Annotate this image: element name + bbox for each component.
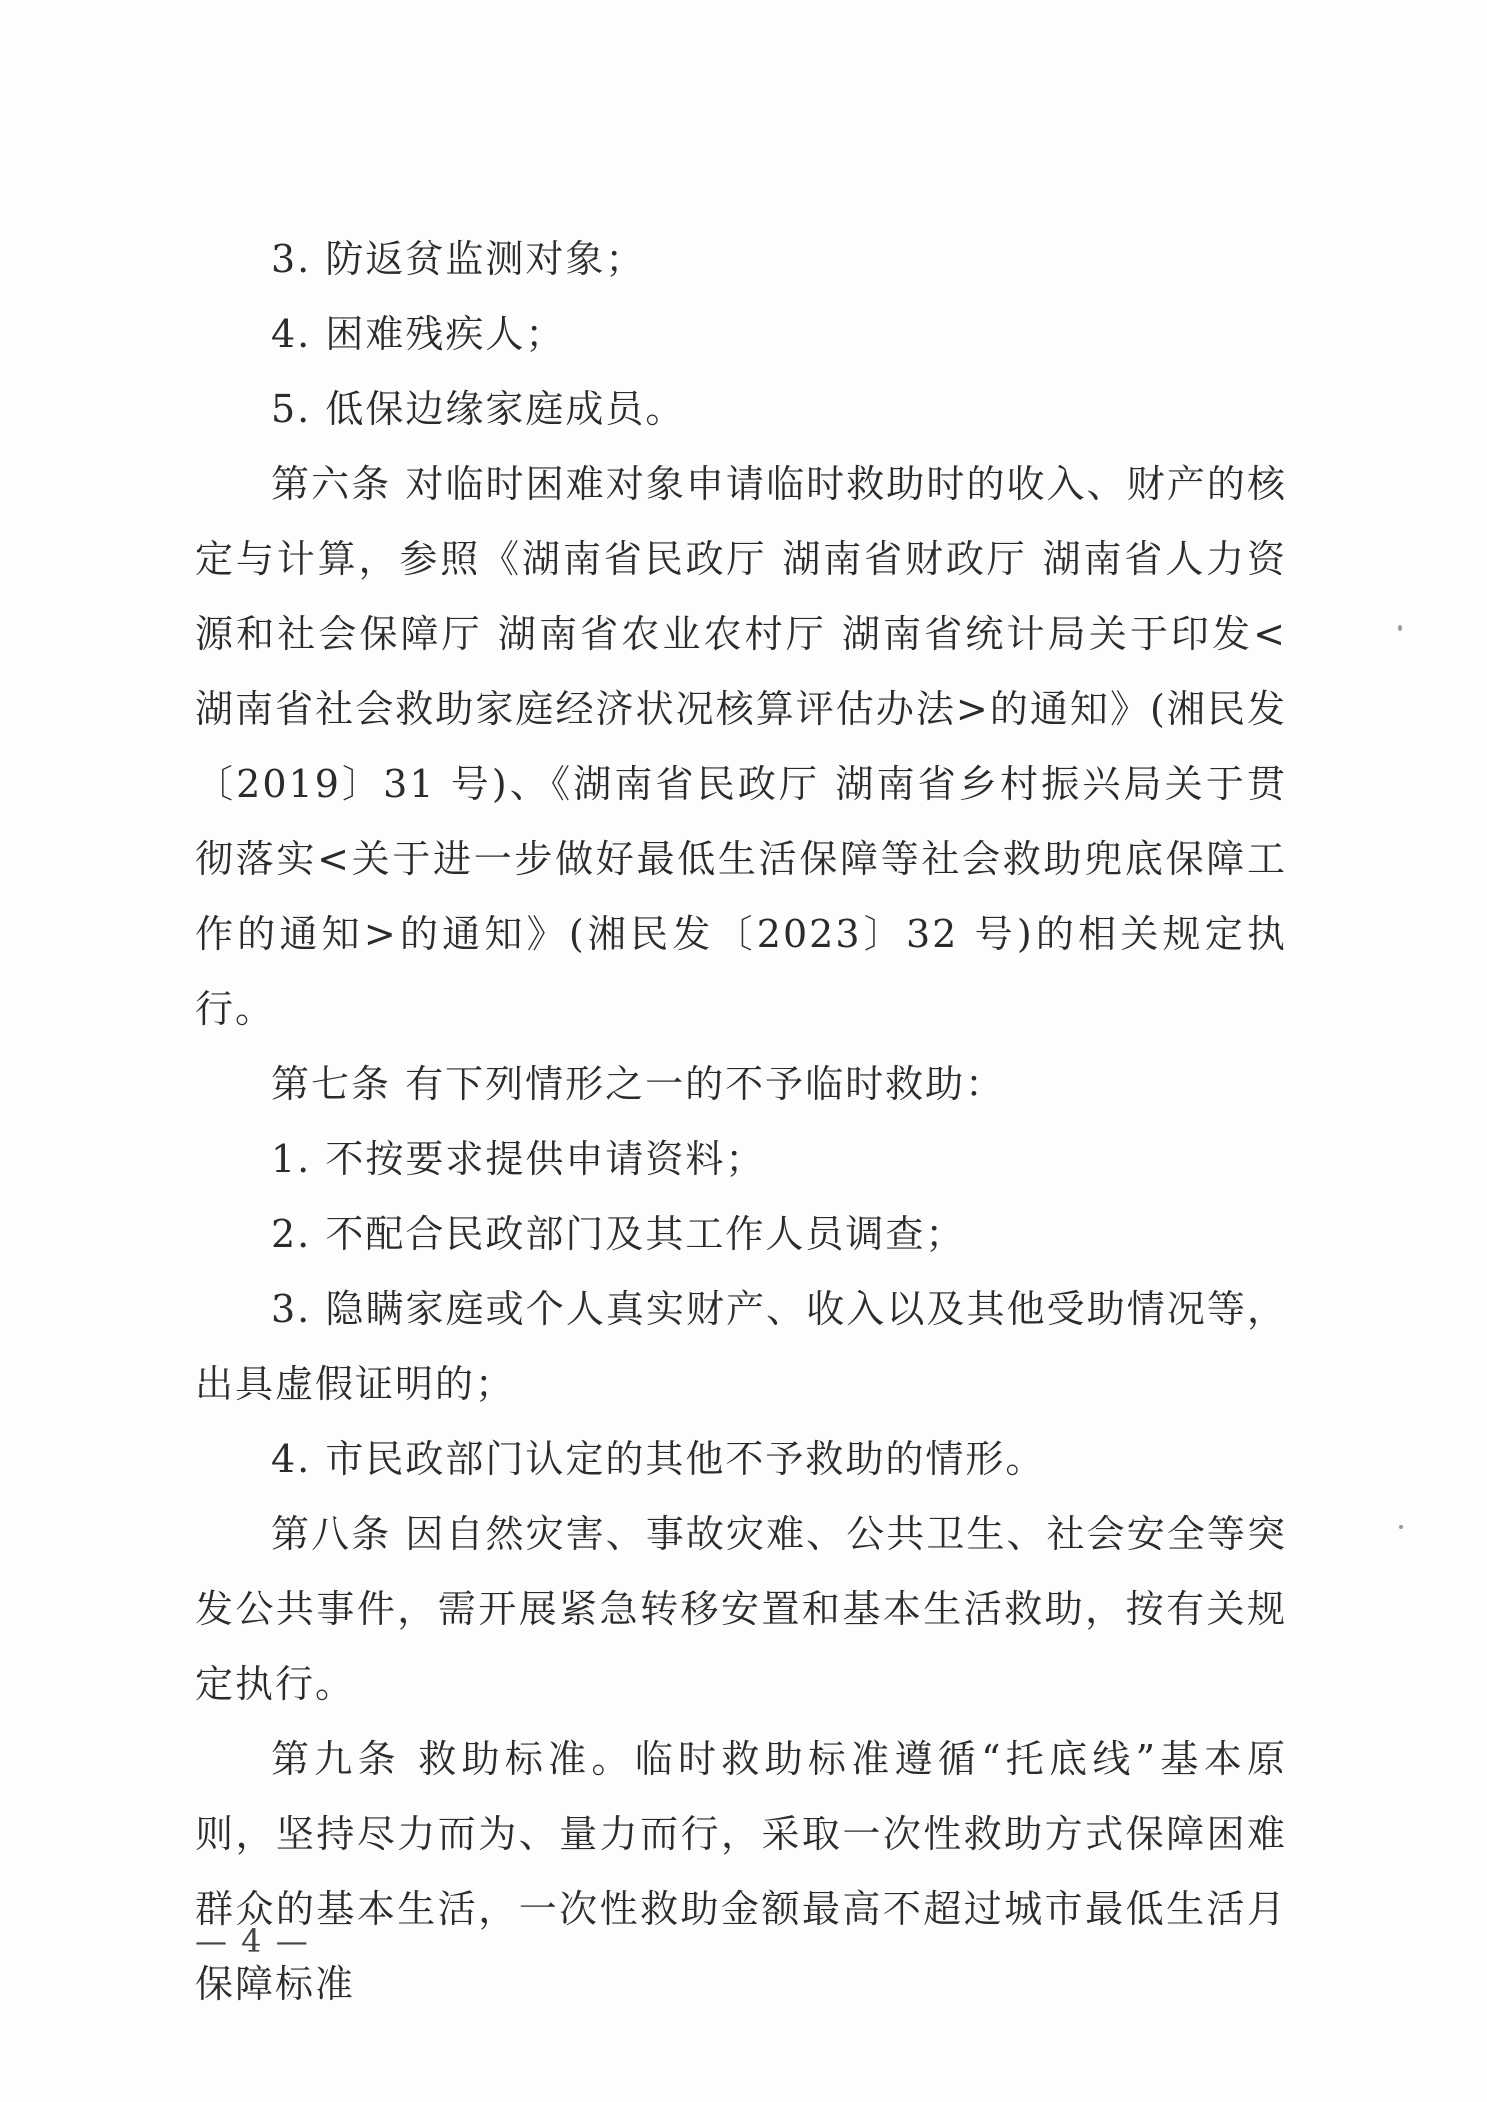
article-nine: 第九条 救助标准。临时救助标准遵循“托底线”基本原则，坚持尽力而为、量力而行，采取一次性救助方式保障困难群众的基本生活，一次性救助金额最高不超过城市最低生活月保障标准	[195, 1737, 1287, 2006]
page-number: — 4 —	[195, 1922, 310, 1960]
article-six: 第六条 对临时困难对象申请临时救助时的收入、财产的核定与计算，参照《湖南省民政厅 湖南省财政厅 湖南省人力资源和社会保障厅 湖南省农业农村厅 湖南省统计局关于印发<湖南省社会救助家庭经济状况核算评估办法>的通知》(湘民发〔2019〕31 号)、《湖南省民政厅 湖南省乡村振兴局关于贯彻落实<关于进一步做好最低生活保障等社会救助兜底保障工作的通知>的通知》(湘民发〔2023〕32 号)的相关规定执行。	[195, 462, 1287, 1031]
article-seven-item-3: 3. 隐瞒家庭或个人真实财产、收入以及其他受助情况等，出具虚假证明的；	[195, 1287, 1287, 1406]
article-seven: 第七条 有下列情形之一的不予临时救助：	[271, 1062, 1006, 1106]
paragraph-item-3: 3. 防返贫监测对象；	[271, 237, 646, 281]
paragraph-item-4: 4. 困难残疾人；	[271, 312, 566, 356]
paragraph-item-5: 5. 低保边缘家庭成员。	[271, 387, 686, 431]
article-seven-item-1: 1. 不按要求提供申请资料；	[271, 1137, 766, 1181]
article-seven-item-4: 4. 市民政部门认定的其他不予救助的情形。	[271, 1437, 1046, 1481]
scan-speck	[1398, 625, 1402, 631]
article-eight: 第八条 因自然灾害、事故灾难、公共卫生、社会安全等突发公共事件，需开展紧急转移安置和基本生活救助，按有关规定执行。	[195, 1512, 1287, 1706]
document-body	[195, 222, 1287, 2022]
scan-speck	[1399, 1525, 1403, 1529]
article-seven-item-2: 2. 不配合民政部门及其工作人员调查；	[271, 1212, 966, 1256]
